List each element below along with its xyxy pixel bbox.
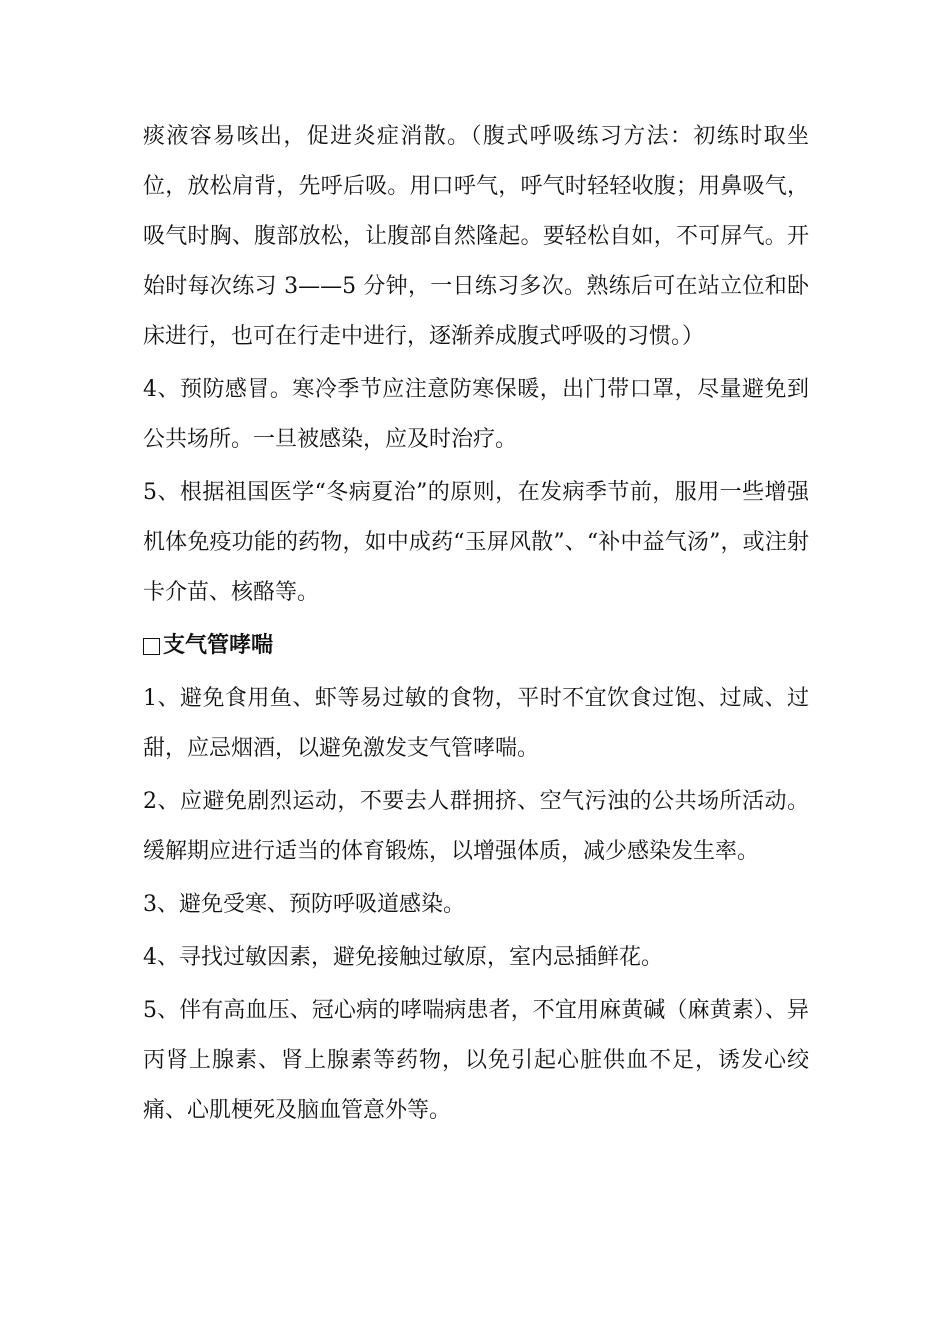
paragraph-asthma-3: 3、避免受寒、预防呼吸道感染。 (143, 892, 465, 917)
paragraph-asthma-2: 2、应避免剧烈运动，不要去人群拥挤、空气污浊的公共场所活动。缓解期应进行适当的体育锻炼，以增强体质，减少感染发生率。 (143, 789, 809, 864)
section-heading-asthma (143, 621, 809, 671)
document-body (143, 112, 809, 1136)
checkbox-icon (143, 638, 160, 655)
paragraph-asthma-4: 4、寻找过敏因素，避免接触过敏原，室内忌插鲜花。 (143, 945, 663, 970)
section-heading-text: 支气管哮喘 (163, 633, 274, 658)
paragraph-prevent-cold: 4、预防感冒。寒冷季节应注意防寒保暖，出门带口罩，尽量避免到公共场所。一旦被感染，应及时治疗。 (143, 377, 809, 452)
paragraph-breathing-method: 痰液容易咳出，促进炎症消散。（腹式呼吸练习方法：初练时取坐位，放松肩背，先呼后吸。用口呼气，呼气时轻轻收腹；用鼻吸气，吸气时胸、腹部放松，让腹部自然隆起。要轻松自如，不可屏气。开始时每次练习 3——5 分钟，一日练习多次。熟练后可在站立位和卧床进行，也可在行走中进行，逐渐养成腹式呼吸的习惯。） (143, 124, 809, 349)
paragraph-winter-disease-summer-treatment: 5、根据祖国医学“冬病夏治”的原则，在发病季节前，服用一些增强机体免疫功能的药物，如中成药“玉屏风散”、“补中益气汤”，或注射卡介苗、核酪等。 (143, 480, 809, 605)
paragraph-asthma-5: 5、伴有高血压、冠心病的哮喘病患者，不宜用麻黄碱（麻黄素）、异丙肾上腺素、肾上腺素等药物，以免引起心脏供血不足，诱发心绞痛、心肌梗死及脑血管意外等。 (143, 998, 809, 1123)
paragraph-asthma-1: 1、避免食用鱼、虾等易过敏的食物，平时不宜饮食过饱、过咸、过甜，应忌烟酒，以避免激发支气管哮喘。 (143, 686, 809, 761)
